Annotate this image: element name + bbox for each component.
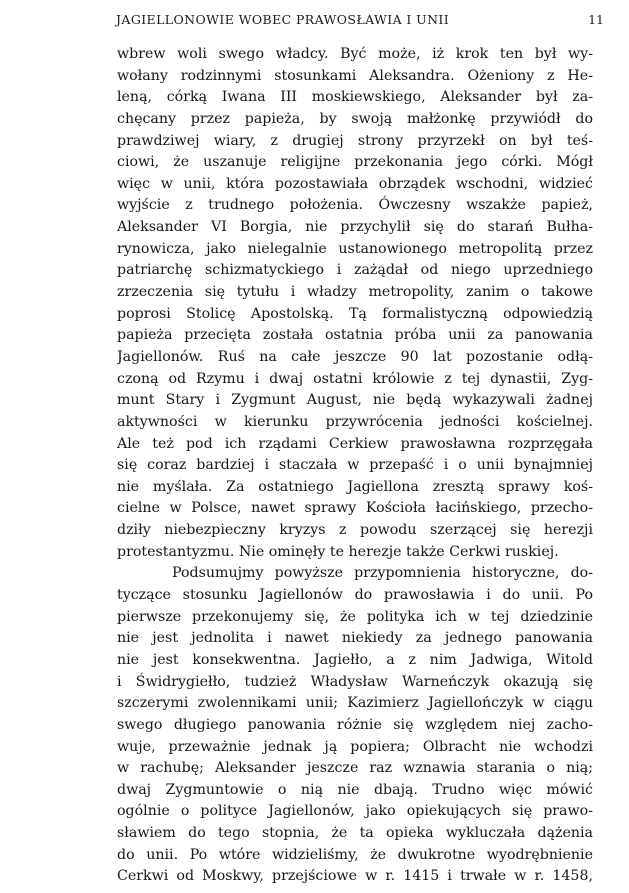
text-line: Cerkwi od Moskwy, przejściowe w r. 1415 i trwałe w r. 1458, [117, 868, 593, 885]
text-line: Aleksander VI Borgia, nie przychylił się do starań Bułha- [117, 219, 593, 236]
text-line: i Świdrygiełło, tudzież Władysław Warneńczyk okazują się [117, 673, 593, 690]
text-line: zrzeczenia się tytułu i władzy metropolity, zanim o takowe [117, 284, 593, 301]
body-text [117, 44, 593, 888]
text-line: szczerymi zwolennikami unii; Kazimierz Jagiellończyk w ciągu [117, 695, 593, 712]
text-line: patriarchę schizmatyckiego i zażądał od niego uprzedniego [117, 262, 593, 279]
text-line: pierwsze przekonujemy się, że polityka ich w tej dziedzinie [117, 608, 593, 625]
text-line: wołany rodzinnymi stosunkami Aleksandra. Ożeniony z He- [117, 67, 593, 84]
text-line: rynowicza, jako nielegalnie ustanowionego metropolitą przez [117, 240, 593, 257]
text-line: cielne w Polsce, nawet sprawy Kościoła łacińskiego, przecho- [117, 500, 593, 517]
text-line: się coraz bardziej i staczała w przepaść i o unii bynajmniej [117, 457, 593, 474]
text-line: tyczące stosunku Jagiellonów do prawosławia i do unii. Po [117, 587, 593, 604]
text-line: dziły niebezpieczny kryzys z powodu szerzącej się herezji [117, 522, 593, 539]
page-number: 11 [588, 12, 604, 27]
text-line: czoną od Rzymu i dwaj ostatni królowie z tej dynastii, Zyg- [117, 370, 593, 387]
text-line: wbrew woli swego władcy. Być może, iż krok ten był wy- [117, 46, 593, 62]
running-title: JAGIELLONOWIE WOBEC PRAWOSŁAWIA I UNII [116, 12, 450, 27]
text-line: chęcany przez papieża, by swoją małżonkę przywiódł do [117, 110, 593, 127]
text-line: nie myślała. Za ostatniego Jagiellona zresztą sprawy koś- [117, 478, 593, 495]
text-line: nie jest konsekwentna. Jagiełło, a z nim Jadwiga, Witold [117, 651, 593, 668]
text-line: ogólnie o polityce Jagiellonów, jako opiekujących się prawo- [117, 803, 593, 820]
paragraph-start-line: Podsumujmy powyższe przypomnienia historyczne, do- [172, 565, 593, 582]
text-line: wyjście z trudnego położenia. Ówczesny wszakże papież, [117, 197, 593, 214]
text-line: nie jest jednolita i nawet niekiedy za jednego panowania [117, 630, 593, 647]
text-line: sławiem do tego stopnia, że ta opieka wykluczała dążenia [117, 825, 593, 842]
text-line: więc w unii, która pozostawiała obrządek wschodni, widzieć [117, 175, 593, 192]
paragraph-end-line: protestantyzmu. Nie ominęły te herezje także Cerkwi ruskiej. [117, 543, 559, 560]
text-line: Jagiellonów. Ruś na całe jeszcze 90 lat pozostanie odłą- [117, 348, 593, 365]
text-line: dwaj Zygmuntowie o nią nie dbają. Trudno więc mówić [117, 781, 593, 798]
text-line: wuje, przeważnie jednak ją popiera; Olbracht nie wchodzi [117, 738, 593, 755]
page-header [116, 8, 616, 30]
text-line: prawdziwej wiary, z drugiej strony przyrzekł on był teś- [117, 132, 593, 149]
text-line: w rachubę; Aleksander jeszcze raz wznawia starania o nią; [117, 760, 593, 777]
text-line: ciowi, że uszanuje religijne przekonania jego córki. Mógł [117, 154, 593, 171]
text-line: aktywności w kierunku przywrócenia jedności kościelnej. [117, 413, 593, 430]
text-line: swego długiego panowania różnie się względem niej zacho- [117, 716, 593, 733]
text-line: do unii. Po wtóre widzieliśmy, że dwukrotne wyodrębnienie [117, 846, 593, 863]
text-line: munt Stary i Zygmunt August, nie będą wykazywali żadnej [117, 392, 593, 409]
text-line: poprosi Stolicę Apostolską. Tą formalistyczną odpowiedzią [117, 305, 593, 322]
text-line: papieża przecięta została ostatnia próba unii za panowania [117, 327, 593, 344]
text-line: Ale też pod ich rządami Cerkiew prawosławna rozprzęgała [117, 435, 593, 452]
text-line: leną, córką Iwana III moskiewskiego, Aleksander był za- [117, 89, 593, 106]
